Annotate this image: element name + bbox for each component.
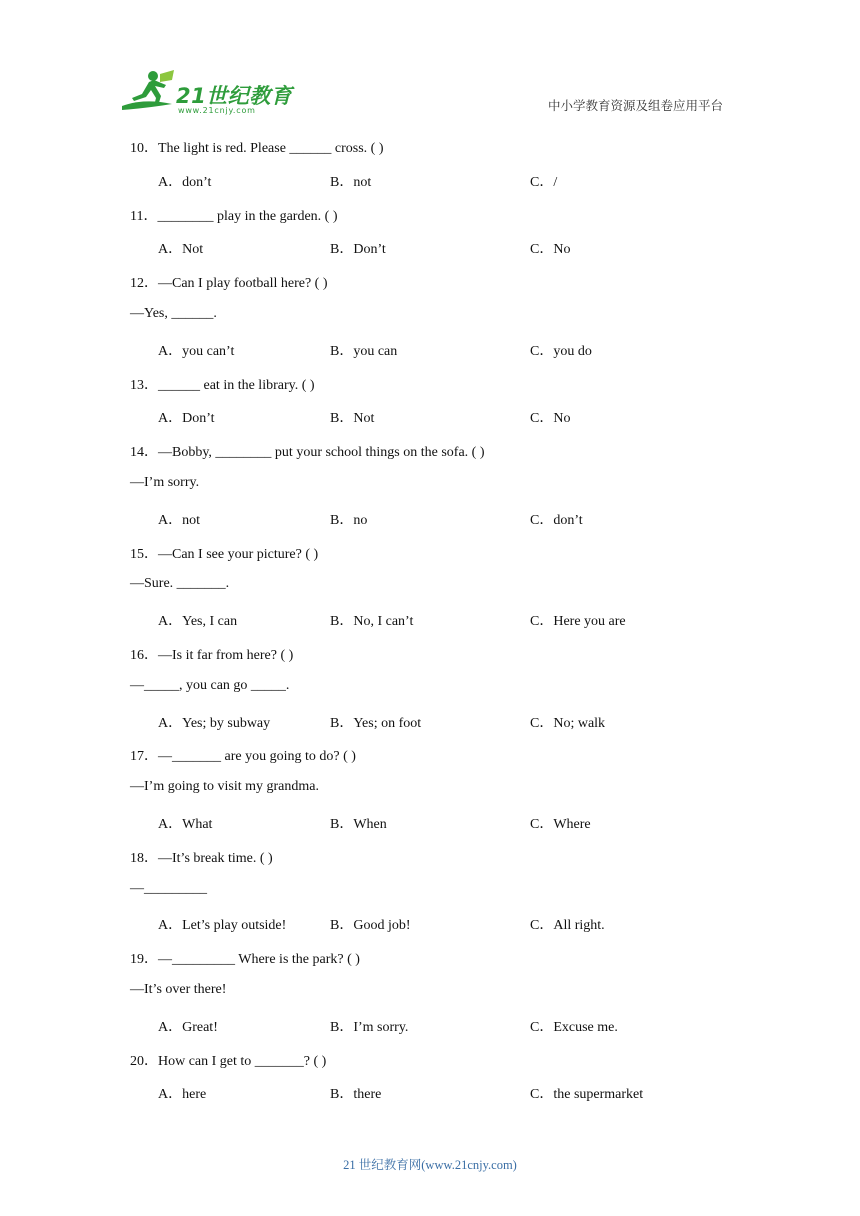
question-stem: 15．—Can I see your picture? ( ) (130, 546, 319, 562)
answer-option: C．don’t (530, 512, 583, 528)
answer-option: A．Yes; by subway (158, 715, 271, 731)
answer-option: C．All right. (530, 918, 605, 934)
dialogue-line: —_________ (130, 880, 207, 896)
dialogue-line: —Sure. _______. (130, 576, 230, 592)
answer-option: C．Where (530, 817, 591, 832)
question-stem: 20．How can I get to _______? ( ) (130, 1053, 327, 1069)
answer-option: A．Not (158, 242, 204, 258)
answer-option: A．you can’t (158, 343, 235, 359)
question-stem: 18．—It’s break time. ( ) (130, 850, 273, 866)
answer-option: A．Yes, I can (158, 614, 238, 630)
answer-option: C．the supermarket (530, 1087, 644, 1103)
question-stem: 14．—Bobby, ________ put your school things on the sofa. ( ) (130, 445, 485, 461)
platform-title: 中小学教育资源及组卷应用平台 (548, 98, 724, 113)
answer-option: C．/ (530, 174, 558, 190)
page-footer: 21 世纪教育网(www.21cnjy.com) (343, 1158, 517, 1172)
answer-option: B．I’m sorry. (330, 1019, 409, 1035)
answer-option: C．you do (530, 343, 592, 359)
answer-option: B．Yes; on foot (330, 715, 422, 731)
answer-option: C．No; walk (530, 715, 606, 731)
answer-option: C．Here you are (530, 614, 626, 630)
question-stem: 17．—_______ are you going to do? ( ) (130, 749, 356, 765)
answer-option: B．not (330, 174, 372, 190)
answer-option: B．Good job! (330, 918, 411, 934)
question-stem: 10．The light is red. Please ______ cross. ( ) (130, 141, 384, 156)
answer-option: B．No, I can’t (330, 614, 414, 630)
dialogue-line: —I’m going to visit my grandma. (130, 779, 319, 795)
answer-option: A．What (158, 817, 213, 832)
dialogue-line: —I’m sorry. (130, 475, 200, 490)
answer-option: B．When (330, 817, 387, 832)
answer-option: B．Not (330, 411, 375, 427)
dialogue-line: —Yes, ______. (130, 306, 217, 321)
answer-option: A．here (158, 1087, 207, 1103)
runner-logo-icon (120, 68, 180, 114)
answer-option: B．there (330, 1087, 382, 1103)
question-stem: 12．—Can I play football here? ( ) (130, 276, 328, 292)
answer-option: A．Don’t (158, 411, 215, 427)
answer-option: A．don’t (158, 174, 212, 190)
question-stem: 19．—_________ Where is the park? ( ) (130, 952, 360, 968)
answer-option: B．Don’t (330, 242, 386, 258)
logo (120, 68, 295, 118)
dialogue-line: —It’s over there! (130, 982, 227, 997)
answer-option: A．not (158, 512, 200, 528)
answer-option: C．No (530, 411, 571, 427)
logo-text: 21世纪教育 (176, 84, 293, 108)
question-stem: 11．________ play in the garden. ( ) (130, 208, 338, 224)
logo-url: www.21cnjy.com (178, 106, 256, 115)
dialogue-line: —_____, you can go _____. (130, 677, 290, 693)
question-stem: 13．______ eat in the library. ( ) (130, 377, 315, 393)
answer-option: C．No (530, 242, 571, 258)
page-header (0, 0, 860, 120)
answer-option: A．Let’s play outside! (158, 918, 287, 934)
answer-option: A．Great! (158, 1019, 218, 1035)
question-stem: 16．—Is it far from here? ( ) (130, 648, 294, 663)
answer-option: B．no (330, 512, 368, 528)
answer-option: B．you can (330, 343, 398, 359)
answer-option: C．Excuse me. (530, 1019, 618, 1035)
